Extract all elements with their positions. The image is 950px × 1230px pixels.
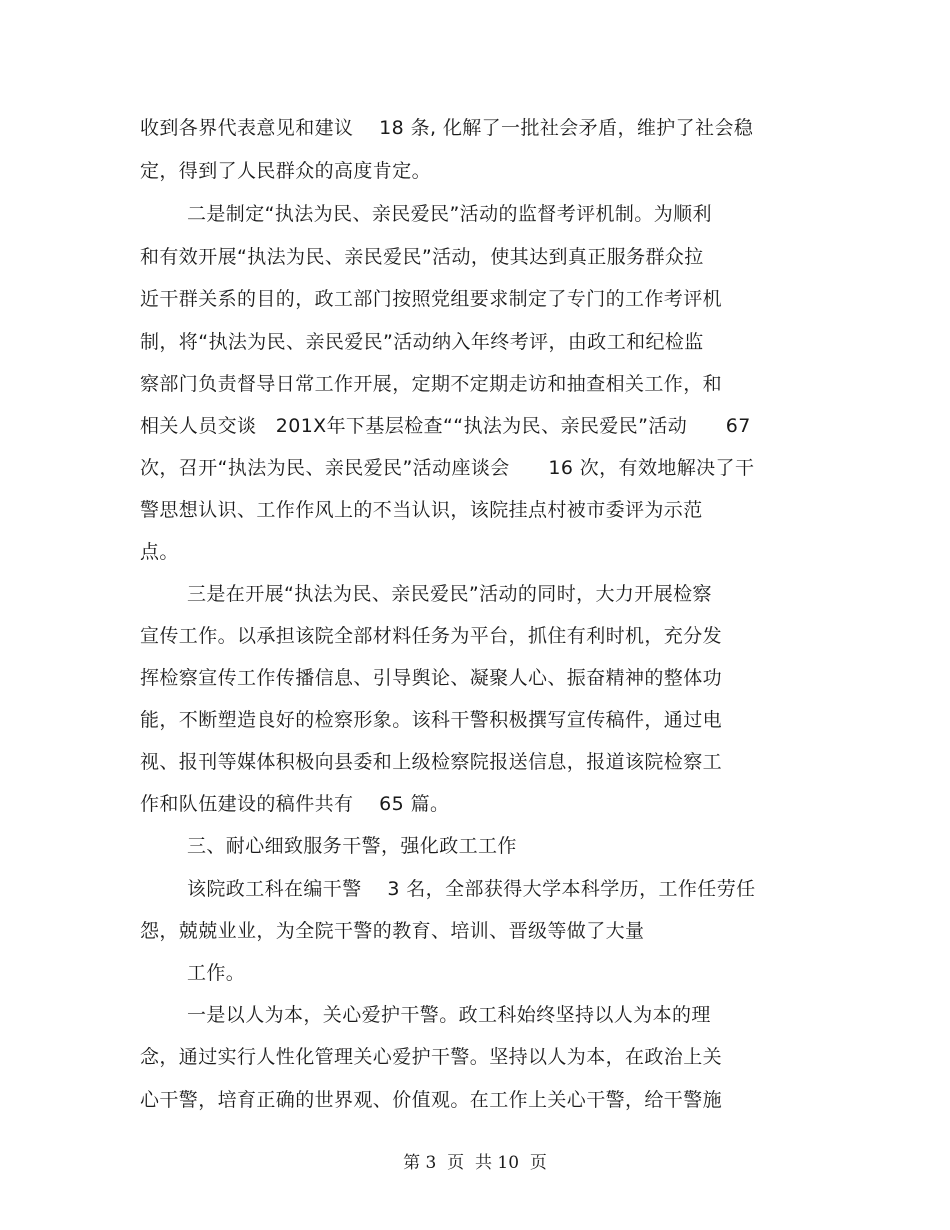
body-text-line: 相关人员交谈 201X年下基层检查““执法为民、亲民爱民”活动 67 [140,415,751,437]
body-text-line: 和有效开展“执法为民、亲民爱民”活动，使其达到真正服务群众拉 [140,246,704,268]
page-number-footer: 第 3 页 共 10 页 [403,1153,547,1173]
body-text-line: 心干警，培育正确的世界观、价值观。在工作上关心干警，给干警施 [140,1089,723,1111]
body-text-line: 视、报刊等媒体积极向县委和上级检察院报送信息，报道该院检察工 [140,751,723,773]
body-text-line: 察部门负责督导日常工作开展，定期不定期走访和抽查相关工作，和 [140,373,723,395]
body-text-line: 能，不断塑造良好的检察形象。该科干警积极撰写宣传稿件，通过电 [140,709,723,731]
body-text-line: 该院政工科在编干警 3 名，全部获得大学本科学历，工作任劳任 [187,878,756,900]
body-text-line: 点。 [140,541,179,563]
body-text-line: 制，将“执法为民、亲民爱民”活动纳入年终考评，由政工和纪检监 [140,331,704,353]
body-text-line: 收到各界代表意见和建议 18 条, 化解了一批社会矛盾，维护了社会稳 [140,117,754,139]
section-heading: 三、耐心细致服务干警，强化政工工作 [187,835,517,857]
body-text-line: 三是在开展“执法为民、亲民爱民”活动的同时，大力开展检察 [187,583,712,605]
body-text-line: 次，召开“执法为民、亲民爱民”活动座谈会 16 次，有效地解决了干 [140,457,755,479]
body-text-line: 挥检察宣传工作传播信息、引导舆论、凝聚人心、振奋精神的整体功 [140,667,723,689]
body-text-line: 宣传工作。以承担该院全部材料任务为平台，抓住有利时机，充分发 [140,625,723,647]
body-text-line: 作和队伍建设的稿件共有 65 篇。 [140,793,450,815]
body-text-line: 二是制定“执法为民、亲民爱民”活动的监督考评机制。为顺利 [187,203,712,225]
body-text-line: 念，通过实行人性化管理关心爱护干警。坚持以人为本，在政治上关 [140,1046,723,1068]
body-text-line: 警思想认识、工作作风上的不当认识，该院挂点村被市委评为示范 [140,499,703,521]
body-text-line: 工作。 [187,962,246,984]
body-text-line: 一是以人为本，关心爱护干警。政工科始终坚持以人为本的理 [187,1004,711,1026]
body-text-line: 近干群关系的目的，政工部门按照党组要求制定了专门的工作考评机 [140,288,723,310]
body-text-line: 定，得到了人民群众的高度肯定。 [140,160,432,182]
body-text-line: 怨，兢兢业业，为全院干警的教育、培训、晋级等做了大量 [140,920,645,942]
